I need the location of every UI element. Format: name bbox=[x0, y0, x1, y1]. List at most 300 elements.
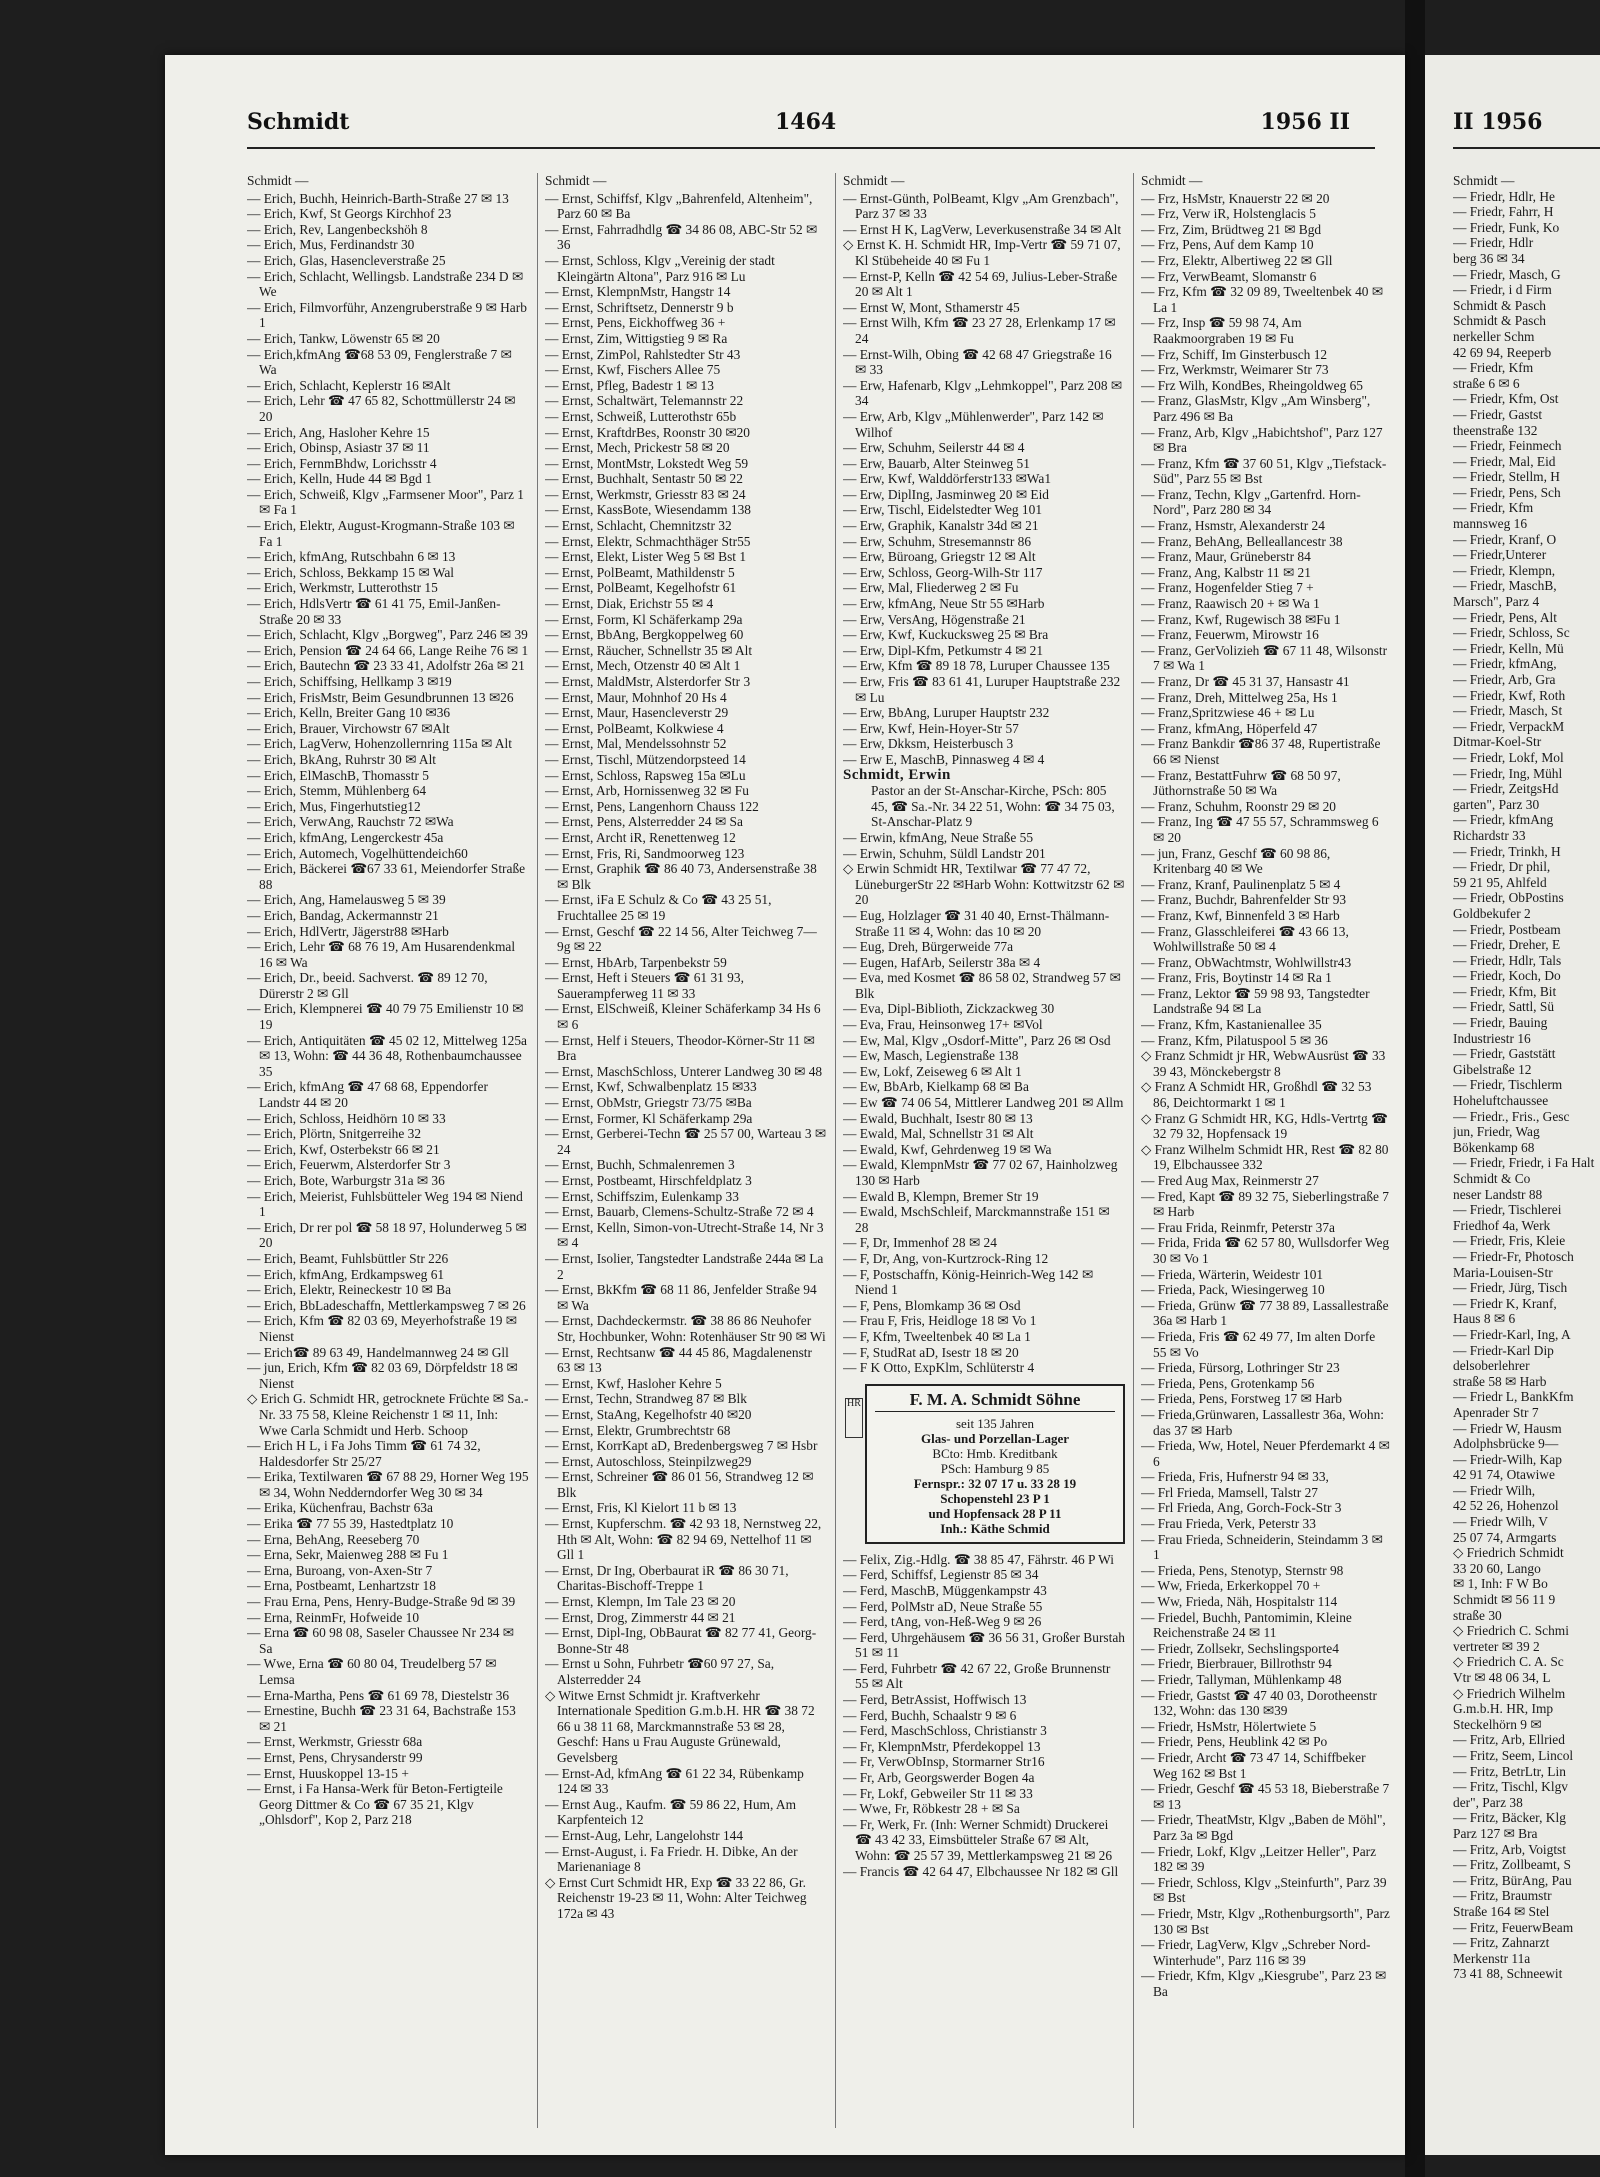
directory-entry: — Friedr, Kwf, Roth bbox=[1453, 687, 1566, 703]
directory-entry: — Erich, Schloss, Heidhörn 10 ✉ 33 bbox=[247, 1110, 446, 1126]
directory-entry: — Erich, Schlacht, Keplerstr 16 ✉Alt bbox=[247, 377, 451, 393]
directory-entry: — Erich, Buchh, Heinrich-Barth-Straße 27 ✉ 13 bbox=[247, 190, 509, 206]
directory-entry: — F, StudRat aD, Isestr 18 ✉ 20 bbox=[843, 1344, 1019, 1360]
directory-entry: — Erich, Elektr, Reineckestr 10 ✉ Ba bbox=[247, 1282, 452, 1298]
directory-entry: — Ernst, Elekt, Lister Weg 5 ✉ Bst 1 bbox=[545, 549, 747, 565]
directory-entry: — Ernst-P, Kelln ☎ 42 54 69, Julius-Leber-Straße 20 ✉ Alt 1 bbox=[843, 268, 1118, 300]
directory-entry: G.m.b.H. HR, Imp bbox=[1453, 1701, 1554, 1717]
directory-entry: Bökenkamp 68 bbox=[1453, 1139, 1535, 1155]
directory-entry: berg 36 ✉ 34 bbox=[1453, 250, 1525, 266]
directory-entry: Schmidt — bbox=[1453, 173, 1515, 188]
directory-entry: — Ernst-Wilh, Obing ☎ 42 68 47 Griegstraße 16 ✉ 33 bbox=[843, 346, 1112, 378]
directory-entry: — Ernestine, Buchh ☎ 23 31 64, Bachstraße 153 ✉ 21 bbox=[247, 1703, 516, 1734]
directory-entry: — Eug, Holzlager ☎ 31 40 40, Ernst-Thälmann-Straße 11 ✉ 4, Wohn: das 10 ✉ 20 bbox=[843, 907, 1110, 939]
directory-page bbox=[165, 55, 1405, 2155]
directory-entry: — Ernst Aug., Kaufm. ☎ 59 86 22, Hum, Am Karpfenteich 12 bbox=[545, 1796, 797, 1828]
directory-entry: — Frieda, Ww, Hotel, Neuer Pferdemarkt 4 ✉ 6 bbox=[1141, 1438, 1390, 1469]
directory-entry: — Fritz, BürAng, Pau bbox=[1453, 1872, 1572, 1888]
adjacent-page bbox=[1425, 55, 1600, 2155]
directory-entry: — Frz Wilh, KondBes, Rheingoldweg 65 bbox=[1141, 377, 1364, 393]
directory-entry: — Ernst, Fris, Ri, Sandmoorweg 123 bbox=[545, 845, 745, 861]
directory-entry: — Ernst-Günth, PolBeamt, Klgv „Am Grenzbach", Parz 37 ✉ 33 bbox=[843, 190, 1119, 222]
directory-entry: — Friedr, Ing, Mühl bbox=[1453, 765, 1563, 781]
directory-entry: — Friedr-Wilh, Kap bbox=[1453, 1451, 1562, 1467]
directory-entry: — Friedr, Kfm, Bit bbox=[1453, 983, 1557, 999]
directory-entry: — Ernst, Werkmstr, Griesstr 68a bbox=[247, 1734, 423, 1750]
directory-entry: — Erich, Bandag, Ackermannstr 21 bbox=[247, 907, 439, 923]
directory-entry: — Ernst, Techn, Strandweg 87 ✉ Blk bbox=[545, 1391, 747, 1407]
directory-entry: — Friedr, Lokf, Klgv „Leitzer Heller", Parz 182 ✉ 39 bbox=[1141, 1843, 1377, 1875]
directory-entry: — Frida, Frida ☎ 62 57 80, Wullsdorfer Weg 30 ✉ Vo 1 bbox=[1141, 1235, 1390, 1266]
hr-badge: HR bbox=[845, 1398, 863, 1438]
directory-entry: — Franz, Kwf, Rugewisch 38 ✉Fu 1 bbox=[1141, 611, 1341, 627]
directory-entry: — Friedr, i d Firm bbox=[1453, 282, 1552, 298]
directory-entry: — Friedr, Gastst ☎ 47 40 03, Dorotheenstr 132, Wohn: das 130 ✉39 bbox=[1141, 1687, 1377, 1719]
directory-entry: der", Parz 38 bbox=[1453, 1794, 1523, 1810]
directory-entry: — Ernst, iFa E Schulz & Co ☎ 43 25 51, Fruchtallee 25 ✉ 19 bbox=[545, 892, 772, 923]
directory-entry: — Erich, Rev, Langenbeckshöh 8 bbox=[247, 221, 428, 237]
binding-gutter bbox=[1405, 0, 1425, 2177]
directory-entry: — Fr, VerwObInsp, Stormarner Str16 bbox=[843, 1754, 1045, 1770]
directory-entry: — Ernst, Mal, Mendelssohnstr 52 bbox=[545, 736, 727, 752]
directory-entry: — Fritz, Seem, Lincol bbox=[1453, 1747, 1574, 1763]
directory-entry: — Ernst, Schreiner ☎ 86 01 56, Strandweg 12 ✉ Blk bbox=[545, 1469, 814, 1500]
directory-entry: — Ernst, MontMstr, Lokstedt Weg 59 bbox=[545, 455, 749, 471]
column-continuation: Schmidt — bbox=[247, 173, 309, 188]
entry-list bbox=[843, 830, 1125, 1376]
directory-entry: — Erw, Fris ☎ 83 61 41, Luruper Hauptstraße 232 ✉ Lu bbox=[843, 674, 1121, 705]
directory-entry: — Erich, Tankw, Löwenstr 65 ✉ 20 bbox=[247, 330, 440, 346]
directory-entry: — Erw E, MaschB, Pinnasweg 4 ✉ 4 bbox=[843, 751, 1045, 767]
directory-entry: — Ernst, Schriftsetz, Dennerstr 9 b bbox=[545, 299, 734, 315]
directory-entry: — Friedr, Kfm bbox=[1453, 360, 1534, 376]
directory-entry: — Ernst, Isolier, Tangstedter Landstraße 244a ✉ La 2 bbox=[545, 1250, 824, 1282]
directory-entry: — Frl Frieda, Ang, Gorch-Fock-Str 3 bbox=[1141, 1500, 1342, 1516]
directory-entry: — Ernst, PolBeamt, Kolkwiese 4 bbox=[545, 720, 724, 736]
directory-entry: — Erw, Mal, Fliederweg 2 ✉ Fu bbox=[843, 580, 1019, 596]
directory-entry: — Friedr Wilh, bbox=[1453, 1482, 1536, 1498]
directory-entry: ◇ Witwe Ernst Schmidt jr. Kraftverkehr Internationale Spedition G.m.b.H. HR ☎ 38 72 66 u 38 11 68, Marckmannstraße 53 ✉ 28, Geschf: Hans u Frau Auguste Grünewald, Gevelsberg bbox=[545, 1687, 815, 1765]
directory-entry: — Ernst, i Fa Hansa-Werk für Beton-Fertigteile Georg Dittmer & Co ☎ 67 35 21, Klgv „Ohlsdorf", Kop 2, Parz 218 bbox=[247, 1781, 503, 1828]
directory-entry: — Ernst, Buchhalt, Sentastr 50 ✉ 22 bbox=[545, 471, 743, 487]
directory-entry: — Ernst Wilh, Kfm ☎ 23 27 28, Erlenkamp 17 ✉ 24 bbox=[843, 315, 1116, 346]
directory-entry: — Ernst, Heft i Steuers ☎ 61 31 93, Sauerampferweg 11 ✉ 33 bbox=[545, 970, 744, 1001]
directory-entry: — Friedr, Tischlerei bbox=[1453, 1202, 1562, 1218]
directory-entry: — Erw, Bauarb, Alter Steinweg 51 bbox=[843, 455, 1030, 471]
directory-entry: — Fr, Lokf, Gebweiler Str 11 ✉ 33 bbox=[843, 1785, 1033, 1801]
directory-entry: 59 21 95, Ahlfeld bbox=[1453, 874, 1547, 890]
directory-entry: — Frz, Schiff, Im Ginsterbusch 12 bbox=[1141, 346, 1328, 362]
directory-entry: — Ernst, PolBeamt, Mathildenstr 5 bbox=[545, 564, 735, 580]
directory-entry: — Franz, Fris, Boytinstr 14 ✉ Ra 1 bbox=[1141, 970, 1332, 986]
directory-entry: Industriestr 16 bbox=[1453, 1030, 1531, 1046]
directory-entry: 25 07 74, Armgarts bbox=[1453, 1529, 1557, 1545]
directory-entry: Haus 8 ✉ 6 bbox=[1453, 1311, 1516, 1327]
directory-entry: — Friedr, Kranf, O bbox=[1453, 531, 1557, 547]
directory-entry: — Franz, Hogenfelder Stieg 7 + bbox=[1141, 580, 1314, 596]
directory-entry: — Friedr K, Kranf, bbox=[1453, 1295, 1557, 1311]
directory-entry: — Frau F, Fris, Heidloge 18 ✉ Vo 1 bbox=[843, 1313, 1037, 1329]
directory-entry: 73 41 88, Schneewit bbox=[1453, 1966, 1563, 1982]
directory-entry: — Friedel, Buchh, Pantomimin, Kleine Reichenstraße 24 ✉ 11 bbox=[1141, 1609, 1352, 1641]
directory-entry: — Ernst, Kwf, Hasloher Kehre 5 bbox=[545, 1375, 722, 1391]
directory-entry: — Friedr, Kfm, Klgv „Kiesgrube", Parz 23 ✉ Ba bbox=[1141, 1968, 1387, 1999]
directory-entry: — Friedr, Mal, Eid bbox=[1453, 453, 1556, 469]
directory-entry: — Erich, VerwAng, Rauchstr 72 ✉Wa bbox=[247, 814, 454, 830]
directory-entry: — Erich, Schlacht, Klgv „Borgweg", Parz 246 ✉ 39 bbox=[247, 627, 528, 643]
directory-entry: — Friedr-Karl Dip bbox=[1453, 1342, 1554, 1358]
directory-entry: — Erw, Büroang, Griegstr 12 ✉ Alt bbox=[843, 549, 1036, 565]
directory-entry: — Ernst, Arb, Hornissenweg 32 ✉ Fu bbox=[545, 783, 749, 799]
directory-entry: — Franz, BestattFuhrw ☎ 68 50 97, Jüthornstraße 50 ✉ Wa bbox=[1141, 767, 1341, 799]
entry-list bbox=[843, 1552, 1125, 1879]
directory-entry: — Friedr, MaschB, bbox=[1453, 578, 1557, 594]
directory-entry: — Erw, kfmAng, Neue Str 55 ✉Harb bbox=[843, 596, 1045, 612]
directory-entry: — Ewald, Buchhalt, Isestr 80 ✉ 13 bbox=[843, 1110, 1033, 1126]
directory-entry: — Ernst, Former, Kl Schäferkamp 29a bbox=[545, 1110, 753, 1126]
directory-entry: — Ferd, PolMstr aD, Neue Straße 55 bbox=[843, 1598, 1043, 1614]
directory-entry: — Franz, GerVolizieh ☎ 67 11 48, Wilsonstr 7 ✉ Wa 1 bbox=[1141, 642, 1388, 674]
directory-entry: — Franz, Feuerwm, Mirowstr 16 bbox=[1141, 627, 1319, 643]
header-rule bbox=[247, 147, 1375, 149]
directory-entry: — Erna, Buroang, von-Axen-Str 7 bbox=[247, 1562, 433, 1578]
directory-entry: — Erw, Graphik, Kanalstr 34d ✉ 21 bbox=[843, 518, 1039, 534]
directory-entry: — Friedr, Pens, Alt bbox=[1453, 609, 1557, 625]
directory-entry: — Friedr Wilh, V bbox=[1453, 1514, 1548, 1530]
directory-entry: Ditmar-Koel-Str bbox=[1453, 734, 1542, 750]
directory-entry: — Erich, Kelln, Breiter Gang 10 ✉36 bbox=[247, 705, 451, 721]
entry-list bbox=[545, 191, 827, 1922]
directory-entry: — Erw, DiplIng, Jasminweg 20 ✉ Eid bbox=[843, 486, 1049, 502]
directory-entry: — Ewald, KlempnMstr ☎ 77 02 67, Hainholzweg 130 ✉ Harb bbox=[843, 1157, 1118, 1188]
column-2 bbox=[545, 173, 827, 2133]
directory-entry: Schmidt & Pasch bbox=[1453, 297, 1546, 313]
directory-entry: — Erich, FernmBhdw, Lorichsstr 4 bbox=[247, 455, 437, 471]
directory-entry: — Franz, Kranf, Paulinenplatz 5 ✉ 4 bbox=[1141, 876, 1341, 892]
entry-list bbox=[1141, 191, 1391, 2000]
directory-entry: — Erich, Filmvorführ, Anzengruberstraße 9 ✉ Harb 1 bbox=[247, 299, 527, 331]
directory-entry: delsoberlehrer bbox=[1453, 1358, 1530, 1374]
directory-entry: — Ferd, BetrAssist, Hoffwisch 13 bbox=[843, 1692, 1027, 1708]
directory-entry: — Ew, Lokf, Zeiseweg 6 ✉ Alt 1 bbox=[843, 1063, 1022, 1079]
directory-entry: — Ernst, KorrKapt aD, Bredenbergsweg 7 ✉ Hsbr bbox=[545, 1438, 818, 1454]
directory-entry: — Erich, HdlsVertr ☎ 61 41 75, Emil-Janßen-Straße 20 ✉ 33 bbox=[247, 596, 501, 627]
directory-entry: Parz 127 ✉ Bra bbox=[1453, 1825, 1538, 1841]
directory-entry: — Frl Frieda, Mamsell, Talstr 27 bbox=[1141, 1484, 1318, 1500]
directory-entry: ◇ Erwin Schmidt HR, Textilwar ☎ 77 47 72, LüneburgerStr 22 ✉Harb Wohn: Kottwitzstr 62 ✉ 20 bbox=[843, 861, 1125, 908]
directory-entry: Schmidt & Pasch bbox=[1453, 313, 1546, 329]
directory-entry: — Erich, kfmAng ☎ 47 68 68, Eppendorfer Landstr 44 ✉ 20 bbox=[247, 1079, 488, 1111]
directory-entry: — Friedr, Feinmech bbox=[1453, 438, 1562, 454]
directory-entry: 33 20 60, Lango bbox=[1453, 1560, 1541, 1576]
directory-entry: — Ferd, Fuhrbetr ☎ 42 67 22, Große Brunnenstr 55 ✉ Alt bbox=[843, 1660, 1111, 1692]
directory-entry: — Fritz, Tischl, Klgv bbox=[1453, 1779, 1568, 1795]
directory-entry: — Fritz, FeuerwBeam bbox=[1453, 1919, 1574, 1935]
directory-entry: — Ew ☎ 74 06 54, Mittlerer Landweg 201 ✉ Allm bbox=[843, 1095, 1124, 1111]
directory-entry: — Erw, Kfm ☎ 89 18 78, Luruper Chaussee 135 bbox=[843, 658, 1110, 674]
column-1 bbox=[247, 173, 529, 2133]
directory-entry: — Ernst, Buchh, Schmalenremen 3 bbox=[545, 1157, 735, 1173]
directory-entry: — Erika ☎ 77 55 39, Hastedtplatz 10 bbox=[247, 1516, 454, 1532]
directory-entry: — Ewald, Kwf, Gehrdenweg 19 ✉ Wa bbox=[843, 1141, 1052, 1157]
directory-entry: — Ernst, Helf i Steuers, Theodor-Körner-Str 11 ✉ Bra bbox=[545, 1032, 815, 1064]
directory-entry: — Fr, Arb, Georgswerder Bogen 4a bbox=[843, 1770, 1035, 1786]
directory-entry: — Ernst, PolBeamt, Kegelhofstr 61 bbox=[545, 580, 737, 596]
directory-entry: — Fr, KlempnMstr, Pferdekoppel 13 bbox=[843, 1738, 1041, 1754]
directory-entry: Maria-Louisen-Str bbox=[1453, 1264, 1553, 1280]
directory-entry: — Friedr, Kelln, Mü bbox=[1453, 640, 1564, 656]
directory-entry: ◇ Franz Wilhelm Schmidt HR, Rest ☎ 82 80 19, Elbchaussee 332 bbox=[1141, 1141, 1389, 1173]
directory-entry: — Friedr, Bauing bbox=[1453, 1015, 1548, 1031]
directory-entry: — Franz, kfmAng, Höperfeld 47 bbox=[1141, 720, 1318, 736]
directory-entry: — Friedr W, Hausm bbox=[1453, 1420, 1562, 1436]
directory-entry: 42 91 74, Otawiwe bbox=[1453, 1467, 1555, 1483]
directory-entry: — Erich, Stemm, Mühlenberg 64 bbox=[247, 783, 427, 799]
directory-entry: — Friedr, Hdlr bbox=[1453, 235, 1534, 251]
directory-entry: — Ernst, Schlacht, Chemnitzstr 32 bbox=[545, 518, 732, 534]
directory-entry: — Ernst, ElSchweiß, Kleiner Schäferkamp 34 Hs 6 ✉ 6 bbox=[545, 1001, 821, 1033]
directory-entry: — F, Postschaffn, König-Heinrich-Weg 142 ✉ Niend 1 bbox=[843, 1266, 1094, 1298]
directory-entry: — Ernst, Pens, Eickhoffweg 36 + bbox=[545, 315, 726, 331]
directory-entry: ◇ Friedrich Wilhelm bbox=[1453, 1685, 1566, 1701]
directory-entry: — Frz, Werkmstr, Weimarer Str 73 bbox=[1141, 362, 1329, 378]
directory-entry: — Franz, Ang, Kalbstr 11 ✉ 21 bbox=[1141, 564, 1311, 580]
directory-entry: — Ernst, Huuskoppel 13-15 + bbox=[247, 1765, 409, 1781]
ad-line: Schopenstehl 23 P 1 bbox=[940, 1490, 1050, 1506]
entry-list bbox=[1453, 173, 1600, 1982]
directory-entry: — Friedr, ZeitgsHd bbox=[1453, 781, 1559, 797]
directory-entry: — Ernst-August, i. Fa Friedr. H. Dibke, An der Marienaniage 8 bbox=[545, 1843, 798, 1875]
directory-entry: — Erich, Bautechn ☎ 23 33 41, Adolfstr 26a ✉ 21 bbox=[247, 658, 525, 674]
directory-entry: — Fritz, Bäcker, Klg bbox=[1453, 1810, 1566, 1826]
directory-entry: — Erna, Sekr, Maienweg 288 ✉ Fu 1 bbox=[247, 1547, 449, 1563]
directory-entry: — Friedr, Pens, Sch bbox=[1453, 484, 1561, 500]
directory-entry: — F, Kfm, Tweeltenbek 40 ✉ La 1 bbox=[843, 1328, 1031, 1344]
directory-entry: — Ernst, Rechtsanw ☎ 44 45 86, Magdalenenstr 63 ✉ 13 bbox=[545, 1344, 812, 1376]
directory-entry: — Ernst, Werkmstr, Griesstr 83 ✉ 24 bbox=[545, 486, 746, 502]
directory-entry: — Friedr, Gastst bbox=[1453, 406, 1543, 422]
ad-line: PSch: Hamburg 9 85 bbox=[940, 1460, 1050, 1476]
directory-entry: — Fritz, BetrLtr, Lin bbox=[1453, 1763, 1566, 1779]
directory-entry: — Frau Erna, Pens, Henry-Budge-Straße 9d ✉ 39 bbox=[247, 1594, 516, 1610]
directory-entry: — Friedr, Funk, Ko bbox=[1453, 219, 1560, 235]
directory-entry: — Friedr, Dreher, E bbox=[1453, 937, 1561, 953]
directory-entry: — Erich, Schiffsing, Hellkamp 3 ✉19 bbox=[247, 674, 452, 689]
directory-entry: — Ernst, Kwf, Fischers Allee 75 bbox=[545, 362, 721, 378]
directory-entry: — Friedr, Kfm, Ost bbox=[1453, 391, 1559, 407]
column-continuation: Schmidt — bbox=[545, 173, 607, 188]
directory-entry: — Ernst, ObMstr, Griegstr 73/75 ✉Ba bbox=[545, 1095, 752, 1111]
directory-entry: — Erich, Plörtn, Snitgerreihe 32 bbox=[247, 1126, 422, 1142]
directory-entry: ◇ Franz A Schmidt HR, Großhdl ☎ 32 53 86, Deichtormarkt 1 ✉ 1 bbox=[1141, 1079, 1372, 1111]
directory-entry: — Friedr, Postbeam bbox=[1453, 921, 1561, 937]
directory-entry: — Fritz, Braumstr bbox=[1453, 1888, 1552, 1904]
directory-entry: — Erw, Kwf, Hein-Hoyer-Str 57 bbox=[843, 720, 1019, 736]
directory-entry: ✉ 1, Inh: F W Bo bbox=[1453, 1576, 1548, 1592]
directory-entry: — Erich, BbLadeschaffn, Mettlerkampsweg 7 ✉ 26 bbox=[247, 1297, 526, 1313]
directory-entry: — Fr, Werk, Fr. (Inh: Werner Schmidt) Druckerei ☎ 43 42 33, Eimsbütteler Straße 67 ✉ Alt, Wohn: ☎ 25 57 39, Mettlerkampsweg 21 ✉ 26 bbox=[843, 1816, 1113, 1863]
directory-entry: — Erwin, kfmAng, Neue Straße 55 bbox=[843, 829, 1034, 845]
directory-entry: — Franz, Kfm, Pilatuspool 5 ✉ 36 bbox=[1141, 1032, 1328, 1048]
directory-entry: — Frz, Kfm ☎ 32 09 89, Tweeltenbek 40 ✉ La 1 bbox=[1141, 284, 1384, 315]
ad-line: seit 135 Jahren bbox=[956, 1415, 1034, 1431]
directory-entry: — Friedr, Dr phil, bbox=[1453, 859, 1551, 875]
directory-entry: — Frieda, Pens, Stenotyp, Sternstr 98 bbox=[1141, 1562, 1344, 1578]
directory-entry: Friedhof 4a, Werk bbox=[1453, 1217, 1551, 1233]
directory-entry: — Ww, Frieda, Erkerkoppel 70 + bbox=[1141, 1578, 1321, 1594]
directory-entry: — Friedr, Tischlerm bbox=[1453, 1077, 1563, 1093]
entry-list bbox=[247, 191, 529, 1828]
directory-entry: — Erich, Ang, Hasloher Kehre 15 bbox=[247, 424, 430, 440]
directory-entry: — Ferd, tAng, von-Heß-Weg 9 ✉ 26 bbox=[843, 1614, 1042, 1630]
directory-entry: — Ewald, Mal, Schnellstr 31 ✉ Alt bbox=[843, 1126, 1034, 1142]
column-divider bbox=[537, 173, 538, 2128]
directory-entry: — Frieda, Pack, Wiesingerweg 10 bbox=[1141, 1282, 1325, 1298]
directory-entry: — Erw, Dkksm, Heisterbusch 3 bbox=[843, 736, 1014, 752]
directory-entry: — Ernst, Maur, Mohnhof 20 Hs 4 bbox=[545, 689, 727, 705]
directory-entry: — Ernst, Kelln, Simon-von-Utrecht-Straße 14, Nr 3 ✉ 4 bbox=[545, 1219, 824, 1251]
directory-entry: — Friedr, Masch, G bbox=[1453, 266, 1561, 282]
directory-entry: — Erich, kfmAng, Lengerckestr 45a bbox=[247, 829, 444, 845]
directory-entry: — Ernst, Form, Kl Schäferkamp 29a bbox=[545, 611, 743, 627]
directory-entry: straße 6 ✉ 6 bbox=[1453, 375, 1520, 391]
directory-entry: — Frieda, Fris ☎ 62 49 77, Im alten Dorfe 55 ✉ Vo bbox=[1141, 1328, 1376, 1360]
directory-entry: — Ernst, Gerberei-Techn ☎ 25 57 00, Warteau 3 ✉ 24 bbox=[545, 1126, 827, 1157]
directory-entry: ◇ Franz G Schmidt HR, KG, Hdls-Vertrtg ☎ 32 79 32, Hopfensack 19 bbox=[1141, 1110, 1388, 1142]
directory-entry: ◇ Friedrich Schmidt bbox=[1453, 1545, 1564, 1561]
directory-entry: — Franz, Arb, Klgv „Habichtshof", Parz 127 ✉ Bra bbox=[1141, 424, 1383, 456]
directory-entry: — Ferd, Uhrgehäusem ☎ 36 56 31, Großer Burstah 51 ✉ 11 bbox=[843, 1629, 1125, 1661]
directory-entry: — Fritz, Arb, Voigtst bbox=[1453, 1841, 1566, 1857]
directory-entry: — Frieda, Fris, Hufnerstr 94 ✉ 33, bbox=[1141, 1469, 1329, 1485]
directory-entry: — Ernst H K, LagVerw, Leverkusenstraße 34 ✉ Alt bbox=[843, 221, 1122, 237]
directory-entry: — Erich, Kelln, Hude 44 ✉ Bgd 1 bbox=[247, 471, 432, 487]
directory-entry: — Friedr, Koch, Do bbox=[1453, 968, 1561, 984]
directory-entry: Marsch", Parz 4 bbox=[1453, 594, 1540, 610]
directory-entry: — Erich, Schweiß, Klgv „Farmsener Moor", Parz 1 ✉ Fa 1 bbox=[247, 486, 524, 518]
directory-entry: — Erich, Antiquitäten ☎ 45 02 12, Mittelweg 125a ✉ 13, Wohn: ☎ 44 36 48, Rothenbaumchaussee 35 bbox=[247, 1032, 527, 1079]
directory-entry: — Frz, HsMstr, Knauerstr 22 ✉ 20 bbox=[1141, 190, 1330, 206]
directory-entry: 42 52 26, Hohenzol bbox=[1453, 1498, 1559, 1514]
directory-entry: — Erich, Lehr ☎ 47 65 82, Schottmüllerstr 24 ✉ 20 bbox=[247, 393, 516, 424]
directory-entry: — Ernst, Schloss, Klgv „Vereinig der stadt Kleingärtn Altona", Parz 916 ✉ Lu bbox=[545, 252, 775, 284]
directory-entry: — Friedr, Stellm, H bbox=[1453, 469, 1560, 485]
directory-entry: — Erika, Textilwaren ☎ 67 88 29, Horner Weg 195 ✉ 34, Wohn Nedderndorfer Weg 30 ✉ 34 bbox=[247, 1469, 529, 1500]
directory-entry: — Frz, Insp ☎ 59 98 74, Am Raakmoorgraben 19 ✉ Fu bbox=[1141, 315, 1302, 346]
directory-entry: — Franz, ObWachtmstr, Wohlwillstr43 bbox=[1141, 954, 1352, 970]
directory-entry: — Ernst, Tischl, Mützendorpsteed 14 bbox=[545, 751, 746, 767]
directory-entry: — Ernst, Fahrradhdlg ☎ 34 86 08, ABC-Str 52 ✉ 36 bbox=[545, 221, 818, 253]
header-volume: 1956 II bbox=[1260, 109, 1350, 135]
directory-entry: — Ernst, Zim, Wittigstieg 9 ✉ Ra bbox=[545, 330, 728, 346]
directory-entry: — Friedr, Fris, Kleie bbox=[1453, 1233, 1566, 1249]
ad-title: F. M. A. Schmidt Söhne bbox=[875, 1392, 1115, 1412]
directory-entry: — Friedr, Bierbrauer, Billrothstr 94 bbox=[1141, 1656, 1332, 1672]
directory-entry: — Wwe, Fr, Röbkestr 28 + ✉ Sa bbox=[843, 1801, 1020, 1817]
directory-entry: — Erich, FrisMstr, Beim Gesundbrunnen 13 ✉26 bbox=[247, 689, 514, 705]
directory-entry: — Franz, Buchdr, Bahrenfelder Str 93 bbox=[1141, 892, 1347, 908]
directory-entry: — Erw, Tischl, Eidelstedter Weg 101 bbox=[843, 502, 1043, 518]
directory-entry: — Ernst, Autoschloss, Steinpilzweg29 bbox=[545, 1453, 752, 1469]
directory-entry: — Fritz, Arb, Ellried bbox=[1453, 1732, 1565, 1748]
directory-entry: — Friedr, Kfm bbox=[1453, 500, 1534, 516]
directory-entry: — Fritz, Zollbeamt, S bbox=[1453, 1857, 1571, 1873]
directory-entry: — Friedr, Gaststätt bbox=[1453, 1046, 1556, 1062]
directory-entry: — Erich, Lehr ☎ 68 76 19, Am Husarendenkmal 16 ✉ Wa bbox=[247, 939, 516, 970]
directory-entry: — F, Dr, Ang, von-Kurtzrock-Ring 12 bbox=[843, 1250, 1049, 1266]
directory-entry: ◇ Franz Schmidt jr HR, WebwAusrüst ☎ 33 39 43, Mönckebergstr 8 bbox=[1141, 1048, 1386, 1079]
directory-entry: Gibelstraße 12 bbox=[1453, 1061, 1532, 1077]
directory-entry: — Frieda,Grünwaren, Lassallestr 36a, Wohn: das 37 ✉ Harb bbox=[1141, 1406, 1384, 1438]
directory-entry: — Frau Frieda, Verk, Peterstr 33 bbox=[1141, 1516, 1316, 1532]
directory-entry: — Erich, Mus, Ferdinandstr 30 bbox=[247, 237, 415, 253]
directory-entry: — Erich, Ang, Hamelausweg 5 ✉ 39 bbox=[247, 892, 446, 908]
directory-entry: — Erich, Obinsp, Asiastr 37 ✉ 11 bbox=[247, 440, 430, 456]
directory-entry: — Ernst, Pfleg, Badestr 1 ✉ 13 bbox=[545, 377, 714, 393]
directory-entry: — Friedr, Geschf ☎ 45 53 18, Bieberstraße 7 ✉ 13 bbox=[1141, 1781, 1390, 1812]
directory-entry: — Erw, BbAng, Luruper Hauptstr 232 bbox=[843, 705, 1050, 721]
directory-entry: — Friedr-Fr, Photosch bbox=[1453, 1248, 1574, 1264]
directory-entry: — Franz, Kwf, Binnenfeld 3 ✉ Harb bbox=[1141, 907, 1340, 923]
directory-entry: Vtr ✉ 48 06 34, L bbox=[1453, 1670, 1551, 1685]
directory-entry: — Franz,Spritzwiese 46 + ✉ Lu bbox=[1141, 705, 1315, 721]
directory-entry: — Eva, med Kosmet ☎ 86 58 02, Strandweg 57 ✉ Blk bbox=[843, 970, 1121, 1001]
directory-entry: Adolphsbrücke 9— bbox=[1453, 1436, 1559, 1452]
directory-entry: Straße 164 ✉ Stel bbox=[1453, 1903, 1550, 1919]
directory-entry: — Erw, Hafenarb, Klgv „Lehmkoppel", Parz 208 ✉ 34 bbox=[843, 377, 1123, 409]
directory-entry: — Friedr, kfmAng bbox=[1453, 812, 1554, 828]
directory-entry: — Erich, HdlVertr, Jägerstr88 ✉Harb bbox=[247, 923, 449, 939]
directory-entry: garten", Parz 30 bbox=[1453, 796, 1540, 812]
directory-entry: — Franz, Kfm ☎ 37 60 51, Klgv „Tiefstack-Süd", Parz 55 ✉ Bst bbox=[1141, 455, 1387, 487]
directory-entry: — Friedr, Mstr, Klgv „Rothenburgsorth", Parz 130 ✉ Bst bbox=[1141, 1905, 1390, 1937]
directory-entry: — Franz, BehAng, Belleallancestr 38 bbox=[1141, 533, 1343, 549]
directory-entry: — Ernst, Schaltwärt, Telemannstr 22 bbox=[545, 393, 744, 409]
directory-entry: — Friedr, Trinkh, H bbox=[1453, 843, 1561, 859]
directory-entry: — Friedr, Masch, St bbox=[1453, 703, 1563, 719]
directory-entry: — Erna, Postbeamt, Lenhartzstr 18 bbox=[247, 1578, 436, 1594]
directory-entry: — Ernst, Elektr, Grumbrechtstr 68 bbox=[545, 1422, 731, 1438]
directory-entry: — Friedr, Arb, Gra bbox=[1453, 672, 1556, 687]
directory-entry: — Ernst, Pens, Langenhorn Chauss 122 bbox=[545, 798, 759, 814]
directory-entry: — Erich, Pension ☎ 24 64 66, Lange Reihe 76 ✉ 1 bbox=[247, 642, 529, 658]
directory-entry: — Friedr, Hdlr, Tals bbox=[1453, 952, 1562, 968]
directory-entry: — Ewald B, Klempn, Bremer Str 19 bbox=[843, 1188, 1039, 1204]
directory-entry: — Franz Bankdir ☎86 37 48, Rupertistraße 66 ✉ Nienst bbox=[1141, 736, 1381, 767]
directory-entry: — Erw, VersAng, Högenstraße 21 bbox=[843, 611, 1026, 627]
directory-entry: — Ernst, Drog, Zimmerstr 44 ✉ 21 bbox=[545, 1609, 736, 1625]
featured-entry-detail: Pastor an der St-Anschar-Kirche, PSch: 805 45, ☎ Sa.-Nr. 34 22 51, Wohn: ☎ 34 75 03, St-Anschar-Platz 9 bbox=[871, 783, 1115, 830]
directory-entry: — Franz, Hsmstr, Alexanderstr 24 bbox=[1141, 518, 1325, 534]
directory-entry: — Erich, Meierist, Fuhlsbütteler Weg 194 ✉ Niend 1 bbox=[247, 1188, 523, 1220]
column-3 bbox=[843, 173, 1125, 2133]
directory-entry: — Ernst, HbArb, Tarpenbekstr 59 bbox=[545, 954, 727, 970]
directory-entry: — Erich H L, i Fa Johs Timm ☎ 61 74 32, Haldesdorfer Str 25/27 bbox=[247, 1438, 481, 1469]
directory-entry: — Erich, Glas, Hasencleverstraße 25 bbox=[247, 252, 446, 268]
directory-entry: — Ernst, MaldMstr, Alsterdorfer Str 3 bbox=[545, 674, 751, 689]
business-advertisement bbox=[847, 1384, 1125, 1544]
directory-entry: — Friedr, ObPostins bbox=[1453, 890, 1564, 906]
directory-entry: — Ernst, BkKfm ☎ 68 11 86, Jenfelder Straße 94 ✉ Wa bbox=[545, 1282, 817, 1313]
directory-entry: — Friedr, Fahrr, H bbox=[1453, 204, 1554, 220]
directory-entry: jun, Friedr, Wag bbox=[1453, 1124, 1540, 1140]
directory-entry: — F, Dr, Immenhof 28 ✉ 24 bbox=[843, 1235, 997, 1251]
directory-entry: — Wwe, Erna ☎ 60 80 04, Treudelberg 57 ✉ Lemsa bbox=[247, 1656, 497, 1687]
directory-entry: — Erich, Brauer, Virchowstr 67 ✉Alt bbox=[247, 720, 450, 736]
directory-entry: — Ernst, Fris, Kl Kielort 11 b ✉ 13 bbox=[545, 1500, 737, 1516]
directory-entry: — Ernst, Schloss, Rapsweg 15a ✉Lu bbox=[545, 767, 746, 783]
directory-entry: — Frz, Zim, Brüdtweg 21 ✉ Bgd bbox=[1141, 221, 1322, 237]
